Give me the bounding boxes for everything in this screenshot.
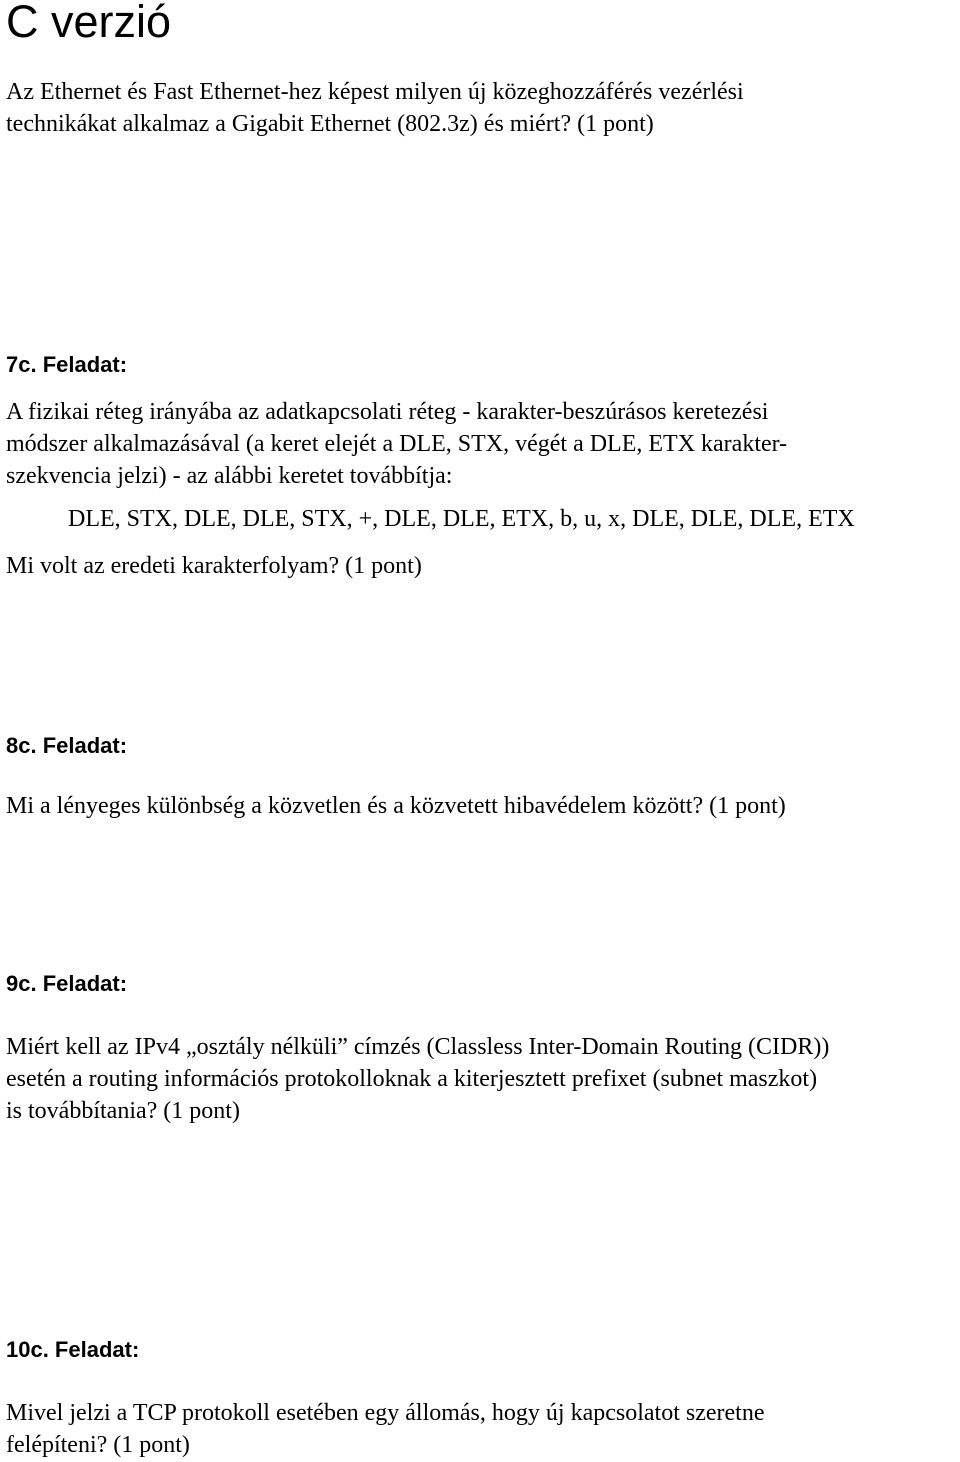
intro-question xyxy=(6,76,744,140)
task-7-line: módszer alkalmazásával (a keret elejét a DLE, STX, végét a DLE, ETX karakter- xyxy=(6,431,788,457)
task-7-line: szekvencia jelzi) - az alábbi keretet továbbítja: xyxy=(6,463,453,489)
task-10-heading: 10c. Feladat: xyxy=(6,1337,140,1362)
task-7-frame-sequence: DLE, STX, DLE, DLE, STX, +, DLE, DLE, ETX, b, u, x, DLE, DLE, DLE, ETX xyxy=(68,506,855,532)
task-7-heading: 7c. Feladat: xyxy=(6,352,128,377)
task-10-line: felépíteni? (1 pont) xyxy=(6,1432,190,1458)
intro-line: technikákat alkalmaz a Gigabit Ethernet (802.3z) és miért? (1 pont) xyxy=(6,111,654,137)
task-8-heading: 8c. Feladat: xyxy=(6,733,128,758)
task-9-line: is továbbítania? (1 pont) xyxy=(6,1098,240,1124)
intro-line: Az Ethernet és Fast Ethernet-hez képest milyen új közeghozzáférés vezérlési xyxy=(6,79,744,105)
page-title: C verzió xyxy=(6,0,172,47)
task-9-question xyxy=(6,1031,829,1127)
task-8-question: Mi a lényeges különbség a közvetlen és a közvetett hibavédelem között? (1 pont) xyxy=(6,793,786,819)
task-9-line: esetén a routing információs protokolloknak a kiterjesztett prefixet (subnet maszkot) xyxy=(6,1066,818,1092)
task-7-description xyxy=(6,396,787,492)
task-10-question xyxy=(6,1397,764,1461)
task-7-line: A fizikai réteg irányába az adatkapcsolati réteg - karakter-beszúrásos keretezési xyxy=(6,399,769,425)
task-10-line: Mivel jelzi a TCP protokoll esetében egy állomás, hogy új kapcsolatot szeretne xyxy=(6,1400,765,1426)
task-9-line: Miért kell az IPv4 „osztály nélküli” címzés (Classless Inter-Domain Routing (CIDR)) xyxy=(6,1034,830,1060)
task-9-heading: 9c. Feladat: xyxy=(6,971,128,996)
task-7-question: Mi volt az eredeti karakterfolyam? (1 pont) xyxy=(6,553,422,579)
